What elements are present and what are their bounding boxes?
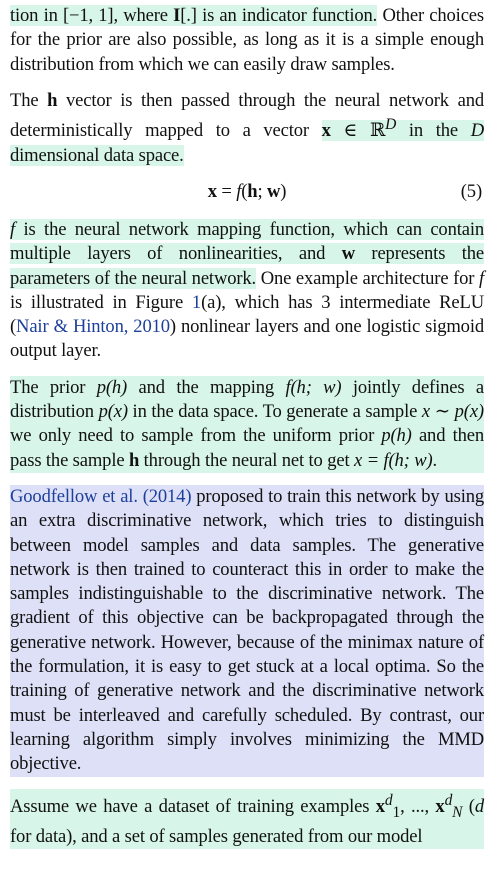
math-sup: d	[384, 791, 393, 809]
math-expr: p(h)	[381, 425, 412, 447]
paragraph-network	[10, 218, 484, 364]
eq-paren: )	[280, 180, 287, 202]
math-expr: x = f(h; w)	[353, 449, 433, 471]
eq-f: f	[236, 180, 242, 202]
eq-equals: =	[216, 180, 237, 202]
text-span: ) nonlinear layers and one logistic sigmoid output layer.	[10, 316, 484, 362]
paragraph-generation	[10, 376, 484, 473]
text-span: represents the parameters of the neural network.	[10, 243, 484, 289]
text-span: for data), and a set of samples generated from our model	[10, 825, 423, 847]
text-span: Other choices for the prior are also possible, as long as it is a simple enough distribution from which we can easily draw samples.	[10, 5, 484, 75]
math-bold-x: x	[375, 795, 385, 817]
math-sub: 1	[392, 803, 401, 821]
math-bold-w: w	[341, 243, 355, 265]
math-italic-f: f	[478, 267, 484, 289]
text-span: The	[10, 89, 48, 111]
eq-h: h	[247, 180, 258, 202]
text-span: dimensional data space.	[10, 144, 184, 166]
paragraph-prior	[10, 4, 484, 77]
math-expr: f(h; w)	[285, 376, 342, 398]
eq-semicolon: ;	[257, 180, 267, 202]
text-span: is the neural network mapping function, which can contain multiple layers of nonlinearities, and	[10, 218, 484, 265]
text-span: in the data space. To generate a sample	[127, 401, 422, 423]
text-span: we only need to sample from the uniform prior	[10, 425, 382, 447]
math-italic-d: d	[474, 795, 484, 817]
paragraph-mapping	[10, 89, 484, 168]
paper-column	[10, 4, 484, 861]
text-span: The prior	[10, 376, 97, 398]
math-sub: N	[452, 803, 463, 821]
math-text: ∈ ℝ	[330, 120, 386, 142]
text-span: Assume we have a dataset of training examples	[10, 795, 376, 817]
text-span: (a), which has 3 intermediate ReLU (	[10, 291, 484, 338]
math-expr: x ∼ p(x)	[421, 401, 484, 423]
math-sup: D	[385, 116, 397, 134]
text-span: , ...,	[400, 795, 436, 817]
math-bold-I: I	[173, 5, 181, 26]
text-span: and the mapping	[127, 376, 286, 398]
text-span: [.] is an indicator function.	[180, 5, 378, 26]
math-italic-f: f	[10, 218, 16, 240]
text-span: (	[462, 795, 475, 817]
text-span: through the neural net to get	[139, 449, 354, 471]
citation-link[interactable]: Goodfellow et al. (2014)	[10, 485, 192, 507]
eq-w: w	[266, 180, 281, 202]
figure-ref-link[interactable]: 1	[191, 291, 202, 313]
eq-paren: (	[241, 180, 248, 202]
text-span: vector is then passed through the neural network and deterministically mapped to a vector	[10, 89, 484, 142]
paragraph-dataset	[10, 789, 484, 850]
text-span: jointly defines a distribution	[10, 376, 484, 423]
math-expr: p(h)	[96, 376, 128, 398]
citation-link[interactable]: Nair & Hinton, 2010	[16, 316, 170, 338]
equation-5	[10, 180, 484, 208]
math-bold-x: x	[321, 120, 331, 142]
equation-number: (5)	[460, 180, 482, 202]
text-span: is illustrated in Figure	[10, 291, 192, 313]
text-span: and then pass the sample	[10, 425, 484, 471]
math-italic-D: D	[470, 120, 484, 142]
highlight-span	[10, 5, 377, 26]
text-span: tion in [−1, 1], where	[10, 5, 174, 26]
math-bold-x: x	[435, 795, 445, 817]
math-bold-h: h	[47, 89, 58, 111]
equation-body	[10, 180, 484, 204]
paragraph-goodfellow	[10, 485, 484, 777]
eq-x: x	[207, 180, 217, 202]
text-span: One example architecture for	[256, 267, 479, 289]
text-span: in the	[396, 120, 471, 142]
text-span: proposed to train this network by using an extra discriminative network, which tries to distinguish between model samples and data samples. The generative network is then trained to counteract this in order to make the samples indistinguishable to the discriminative network. The gradient of this objective can be backpropagated through the generative network. However, because of the minimax nature of the formulation, it is easy to get stuck at a local optima. So the training of generative network and the discriminative network must be interleaved and carefully scheduled. By contrast, our learning algorithm simply involves minimizing the MMD objective.	[10, 485, 485, 775]
text-span: .	[432, 449, 438, 471]
math-sup: d	[444, 791, 453, 809]
math-bold-h: h	[128, 449, 140, 471]
math-expr: p(x)	[98, 401, 128, 423]
